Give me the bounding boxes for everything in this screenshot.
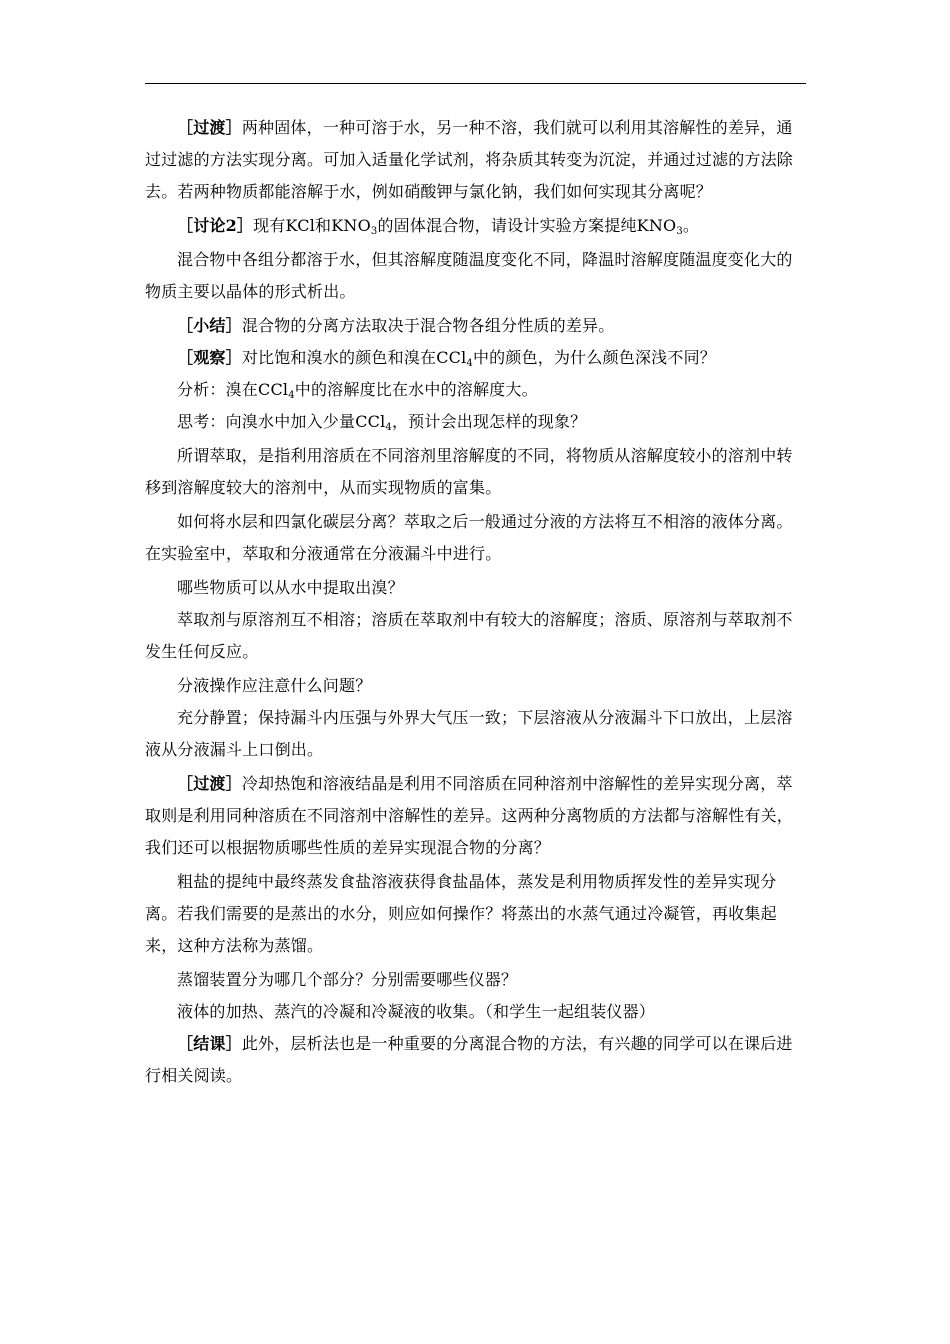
paragraph-text: 混合物中各组分都溶于水，但其溶解度随温度变化不同，降温时溶解度随温度变化大的物质主要以晶体的形式析出。 (145, 250, 793, 301)
paragraph-text: 思考：向溴水中加入少量CCl (177, 412, 386, 431)
paragraph-discussion-2 (145, 210, 806, 242)
paragraph-answer-crystallization (145, 244, 806, 308)
tag-transition: ［过渡］ (177, 118, 242, 137)
paragraph-extractant-question (145, 572, 806, 604)
paragraph-text: 冷却热饱和溶液结晶是利用不同溶质在同种溶剂中溶解性的差异实现分离，萃取则是利用同种溶质在不同溶剂中溶解性的差异。这两种分离物质的方法都与溶解性有关，我们还可以根据物质哪些性质的差异实现混合物的分离？ (145, 774, 794, 857)
paragraph-text: 混合物的分离方法取决于混合物各组分性质的差异。 (241, 316, 615, 335)
paragraph-apparatus-question (145, 964, 806, 996)
paragraph-text: 萃取剂与原溶剂互不相溶；溶质在萃取剂中有较大的溶解度；溶质、原溶剂与萃取剂不发生任何反应。 (145, 610, 793, 661)
paragraph-observe (145, 342, 806, 374)
paragraph-text: 。 (682, 216, 700, 235)
paragraph-extraction-definition (145, 440, 806, 504)
paragraph-text: 两种固体，一种可溶于水，另一种不溶，我们就可以利用其溶解性的差异，通过过滤的方法实现分离。可加入适量化学试剂，将杂质其转变为沉淀，并通过过滤的方法除去。若两种物质都能溶解于水，例如硝酸钾与氯化钠，我们如何实现其分离呢？ (145, 118, 794, 201)
paragraph-text: 中的溶解度比在水中的溶解度大。 (294, 380, 538, 399)
document-body (145, 112, 806, 1092)
subscript: 4 (288, 390, 295, 401)
paragraph-distillation (145, 866, 806, 962)
subscript: 4 (385, 422, 392, 433)
paragraph-text: 此外，层析法也是一种重要的分离混合物的方法，有兴趣的同学可以在课后进行相关阅读。 (145, 1034, 793, 1085)
paragraph-transition-2 (145, 768, 806, 864)
paragraph-think (145, 406, 806, 438)
paragraph-separation-question (145, 506, 806, 570)
tag-conclusion: ［结课］ (177, 1034, 242, 1053)
paragraph-text: ，预计会出现怎样的现象？ (391, 412, 587, 431)
paragraph-text: 分液操作应注意什么问题？ (177, 676, 372, 695)
paragraph-text: 分析：溴在CCl (177, 380, 289, 399)
subscript: 3 (676, 226, 683, 237)
tag-discussion: ［讨论2］ (177, 216, 254, 235)
paragraph-text: 蒸馏装置分为哪几个部分？分别需要哪些仪器？ (177, 970, 518, 989)
subscript: 3 (370, 226, 378, 237)
tag-summary: ［小结］ (177, 316, 242, 335)
paragraph-operation-question (145, 670, 806, 702)
paragraph-text: 中的颜色，为什么颜色深浅不同？ (472, 348, 716, 367)
paragraph-text: 如何将水层和四氯化碳层分离？萃取之后一般通过分液的方法将互不相溶的液体分离。在实验室中，萃取和分液通常在分液漏斗中进行。 (145, 512, 793, 563)
paragraph-conclusion (145, 1028, 806, 1092)
tag-observe: ［观察］ (177, 348, 242, 367)
paragraph-apparatus-answer (145, 996, 806, 1028)
paragraph-transition-1 (145, 112, 806, 208)
paragraph-text: 现有KCl和KNO (253, 216, 371, 235)
paragraph-text: 对比饱和溴水的颜色和溴在CCl (241, 348, 467, 367)
subscript: 4 (466, 358, 473, 369)
paragraph-text: 哪些物质可以从水中提取出溴？ (177, 578, 404, 597)
paragraph-operation-answer (145, 702, 806, 766)
paragraph-text: 充分静置；保持漏斗内压强与外界大气压一致；下层溶液从分液漏斗下口放出，上层溶液从分液漏斗上口倒出。 (145, 708, 793, 759)
paragraph-text: 粗盐的提纯中最终蒸发食盐溶液获得食盐晶体，蒸发是利用物质挥发性的差异实现分离。若我们需要的是蒸出的水分，则应如何操作？将蒸出的水蒸气通过冷凝管，再收集起来，这种方法称为蒸馏。 (145, 872, 777, 955)
paragraph-summary (145, 310, 806, 342)
paragraph-text: 所谓萃取，是指利用溶质在不同溶剂里溶解度的不同，将物质从溶解度较小的溶剂中转移到溶解度较大的溶剂中，从而实现物质的富集。 (145, 446, 793, 497)
header-rule (145, 83, 806, 84)
paragraph-text: 的固体混合物，请设计实验方案提纯KNO (377, 216, 677, 235)
paragraph-text: 液体的加热、蒸汽的冷凝和冷凝液的收集。（和学生一起组装仪器） (177, 1002, 656, 1021)
tag-transition: ［过渡］ (177, 774, 242, 793)
paragraph-extractant-answer (145, 604, 806, 668)
paragraph-analysis (145, 374, 806, 406)
